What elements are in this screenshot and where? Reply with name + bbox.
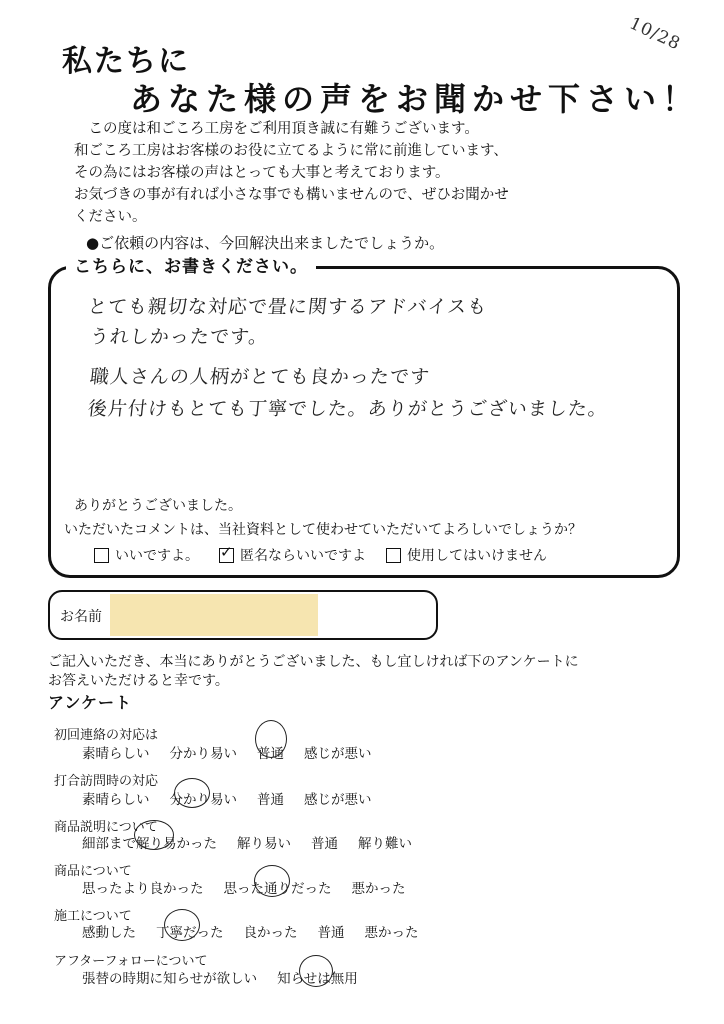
- survey-answers: [82, 742, 392, 762]
- option-label: 使用してはいけません: [407, 548, 547, 564]
- survey-question: アフターフォローについて: [54, 954, 208, 969]
- answer-text: 細部まで解り易かった: [82, 836, 217, 852]
- selection-circle-icon: [134, 820, 174, 850]
- survey-answer[interactable]: 張替の時期に知らせが欲しい: [82, 971, 258, 987]
- permission-options: [94, 545, 567, 565]
- survey-answer-selected[interactable]: [224, 877, 332, 897]
- survey-answer-selected[interactable]: [257, 742, 284, 762]
- comment-box-title: こちらに、お書きください。: [66, 252, 316, 277]
- survey-question: 商品について: [54, 864, 132, 879]
- survey-answer[interactable]: 普通: [257, 792, 284, 808]
- survey-answer[interactable]: 悪かった: [351, 881, 406, 897]
- selection-circle-icon: [299, 955, 333, 987]
- answer-text: 分かり易い: [169, 792, 237, 808]
- survey-answer[interactable]: 思ったより良かった: [82, 881, 204, 897]
- selection-circle-icon: [174, 778, 210, 808]
- intro-line: ください。: [74, 209, 147, 225]
- answer-text: 普通: [257, 746, 284, 762]
- selection-circle-icon: [254, 865, 290, 897]
- survey-answers: [82, 921, 439, 941]
- thanks-text: ありがとうございました。: [74, 498, 242, 514]
- survey-answers: [82, 877, 426, 897]
- survey-answer[interactable]: 普通: [311, 836, 338, 852]
- survey-answers: [82, 967, 378, 987]
- survey-question: 施工について: [54, 909, 132, 924]
- survey-answer-selected[interactable]: [170, 788, 238, 808]
- intro-line: お気づきの事が有れば小さな事でも構いませんので、ぜひお聞かせ: [74, 187, 509, 203]
- survey-answer[interactable]: 解り難い: [358, 836, 412, 852]
- intro-line: 和ごころ工房はお客様のお役に立てるように常に前進しています、: [74, 143, 508, 159]
- survey-answers: [82, 832, 432, 852]
- handwritten-comment-line: うれしかったです。: [88, 326, 270, 348]
- title-line-1: 私たちに: [62, 44, 190, 79]
- survey-title: アンケート: [48, 693, 133, 712]
- closing-line: ご記入いただき、本当にありがとうございました、もし宜しければ下のアンケートに: [48, 654, 579, 670]
- option-ok[interactable]: [94, 545, 199, 565]
- option-not-allowed[interactable]: [386, 545, 547, 565]
- answer-text: 思った通りだった: [223, 881, 332, 897]
- survey-answer[interactable]: 素晴らしい: [82, 792, 150, 808]
- answer-text: 知らせは無用: [277, 971, 358, 987]
- closing-line: お答えいただけると幸です。: [48, 673, 229, 689]
- survey-answer[interactable]: 感じが悪い: [304, 746, 372, 762]
- intro-text: [74, 118, 674, 228]
- checkbox-icon[interactable]: [386, 548, 401, 563]
- answer-text: 丁寧だった: [156, 925, 224, 941]
- survey-answer[interactable]: 分かり易い: [169, 746, 237, 762]
- survey-answer-selected[interactable]: [156, 921, 224, 941]
- handwritten-comment-line: とても親切な対応で畳に関するアドバイスも: [86, 296, 489, 318]
- question-resolved: ●ご依頼の内容は、今回解決出来ましたでしょうか。: [86, 234, 445, 252]
- survey-answer[interactable]: 普通: [317, 925, 345, 941]
- survey-answers: [82, 788, 392, 808]
- survey-question: 打合訪問時の対応: [54, 774, 159, 789]
- date-note: 10/28: [626, 13, 684, 55]
- selection-circle-icon: [164, 909, 200, 941]
- permission-question: いただいたコメントは、当社資料として使わせていただいてよろしいでしょうか？: [64, 522, 582, 538]
- survey-answer[interactable]: 感じが悪い: [304, 792, 372, 808]
- handwritten-comment-line: 職人さんの人柄がとても良かったです: [88, 366, 432, 388]
- survey-answer-selected[interactable]: [82, 832, 217, 852]
- survey-answer-selected[interactable]: [277, 967, 358, 987]
- handwritten-comment-line: 後片付けもとても丁寧でした。ありがとうございました。: [86, 398, 610, 420]
- survey-answer[interactable]: 良かった: [243, 925, 298, 941]
- title-line-2: あなた様の声をお聞かせ下さい！: [130, 80, 701, 118]
- survey-question: 商品説明について: [54, 820, 158, 835]
- survey-question: 初回連絡の対応は: [54, 728, 159, 743]
- checked-checkbox-icon[interactable]: [219, 548, 234, 563]
- survey-answer[interactable]: 素晴らしい: [82, 746, 150, 762]
- intro-line: この度は和ごころ工房をご利用頂き誠に有難うございます。: [74, 121, 479, 137]
- intro-line: その為にはお客様の声はとっても大事と考えております。: [74, 165, 450, 181]
- name-redaction: [110, 594, 318, 636]
- survey-answer[interactable]: 感動した: [82, 925, 136, 941]
- option-anonymous[interactable]: [219, 545, 366, 565]
- name-label: お名前: [60, 609, 102, 625]
- selection-circle-icon: [255, 720, 287, 758]
- survey-answer[interactable]: 悪かった: [364, 925, 419, 941]
- survey-answer[interactable]: 解り易い: [237, 836, 291, 852]
- closing-text: [48, 653, 688, 691]
- option-label: いいですよ。: [115, 548, 199, 564]
- checkbox-icon[interactable]: [94, 548, 109, 563]
- option-label: 匿名ならいいですよ: [240, 548, 366, 564]
